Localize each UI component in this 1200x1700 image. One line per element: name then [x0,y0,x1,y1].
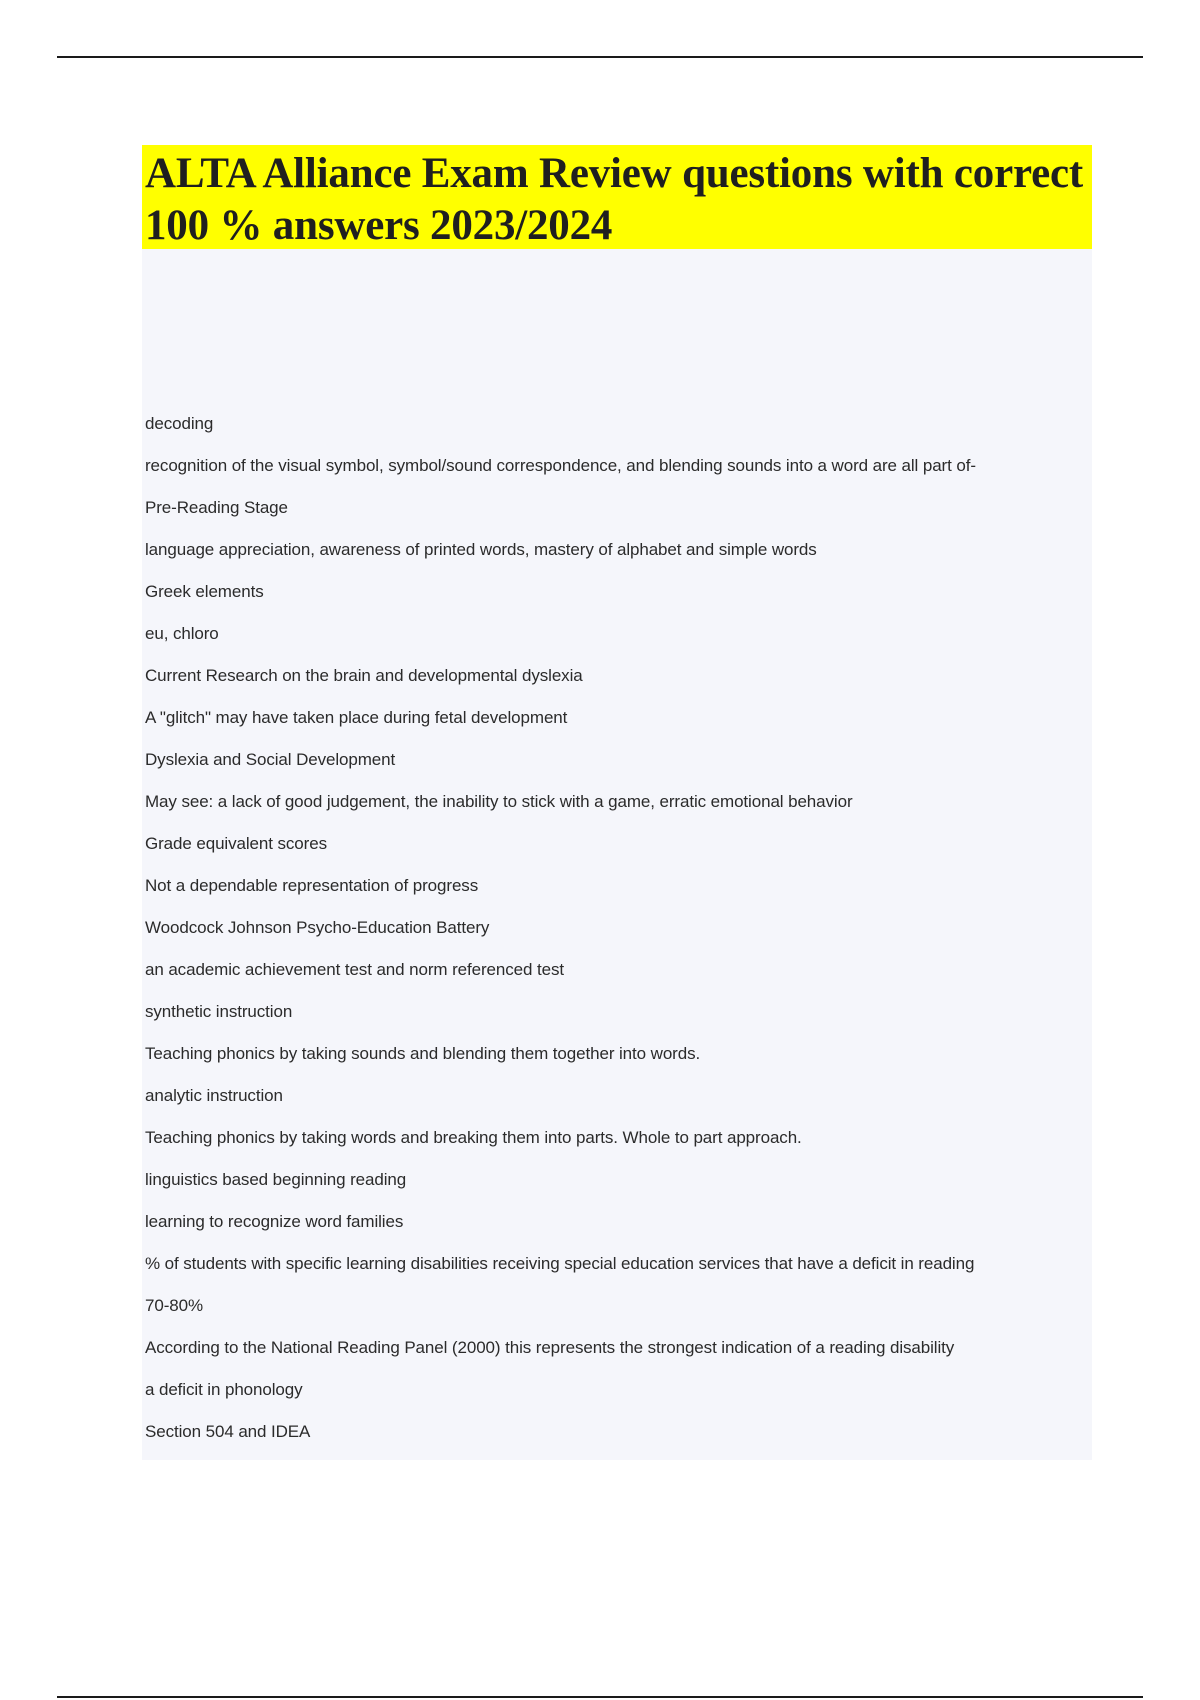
header-rule [57,56,1143,58]
title-highlight [142,145,1092,249]
qa-definition: Not a dependable representation of progress [145,876,479,895]
document-title: ALTA Alliance Exam Review questions with correct 100 % answers 2023/2024 [145,150,1083,249]
qa-definition: learning to recognize word families [145,1212,404,1231]
qa-term: Woodcock Johnson Psycho-Education Battery [145,918,490,937]
qa-definition: a deficit in phonology [145,1380,303,1399]
qa-definition: 70-80% [145,1296,203,1315]
qa-term: According to the National Reading Panel (2000) this represents the strongest indication of a reading disability [145,1338,955,1357]
qa-term: linguistics based beginning reading [145,1170,407,1189]
qa-definition: Teaching phonics by taking sounds and blending them together into words. [145,1044,701,1063]
qa-definition: eu, chloro [145,624,219,643]
qa-definition: A "glitch" may have taken place during fetal development [145,708,568,727]
qa-definition: recognition of the visual symbol, symbol/sound correspondence, and blending sounds into a word are all part of- [145,456,976,475]
qa-term: analytic instruction [145,1086,283,1105]
qa-definition: an academic achievement test and norm referenced test [145,960,564,979]
qa-definition: Teaching phonics by taking words and breaking them into parts. Whole to part approach. [145,1128,802,1147]
qa-list [145,412,1085,1462]
qa-term: Current Research on the brain and developmental dyslexia [145,666,583,685]
qa-term: decoding [145,414,214,433]
qa-definition: language appreciation, awareness of printed words, mastery of alphabet and simple words [145,540,817,559]
qa-term: synthetic instruction [145,1002,293,1021]
qa-term: Dyslexia and Social Development [145,750,396,769]
qa-term: Section 504 and IDEA [145,1422,311,1441]
qa-term: % of students with specific learning disabilities receiving special education services that have a deficit in reading [145,1254,975,1273]
qa-term: Grade equivalent scores [145,834,327,853]
qa-term: Greek elements [145,582,264,601]
qa-definition: May see: a lack of good judgement, the inability to stick with a game, erratic emotional behavior [145,792,853,811]
footer-rule [57,1696,1143,1698]
qa-term: Pre-Reading Stage [145,498,288,517]
